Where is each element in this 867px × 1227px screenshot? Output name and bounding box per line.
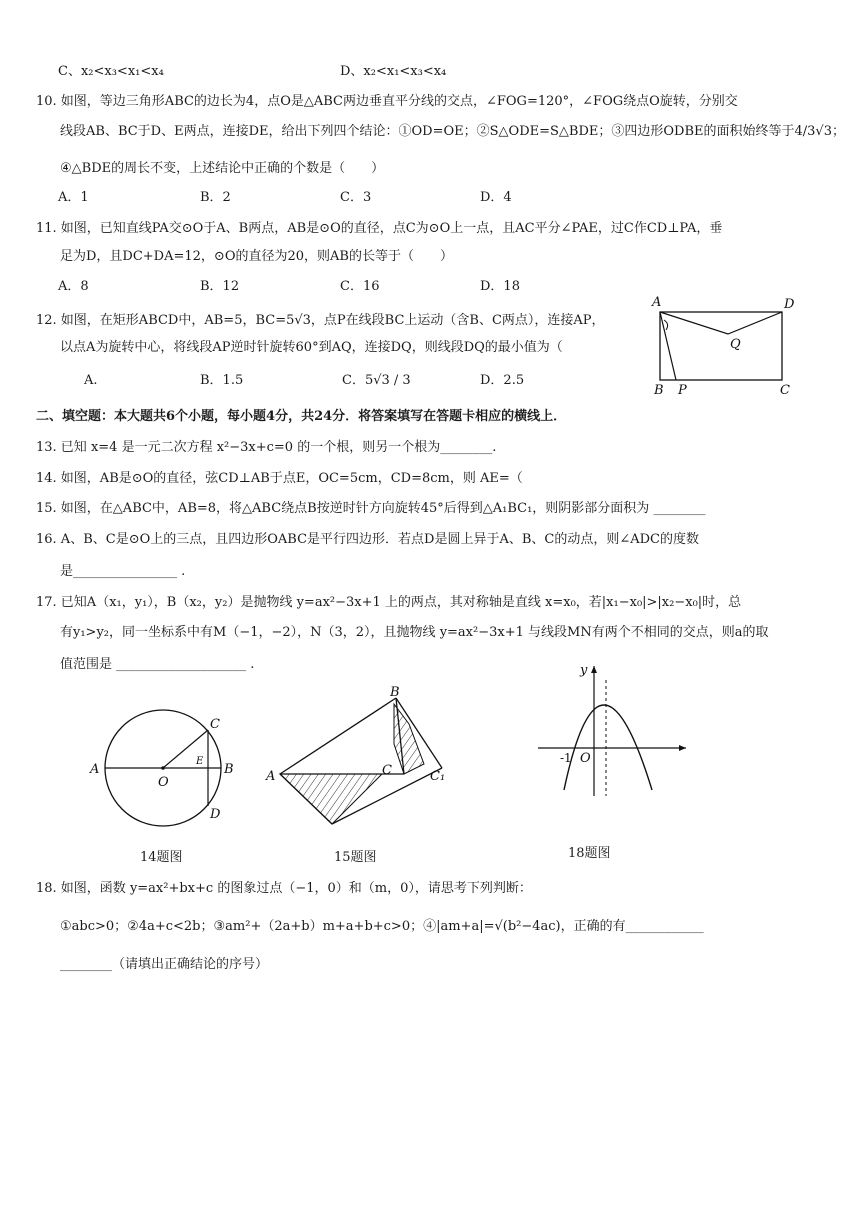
- q18-text-2: ①abc>0；②4a+c<2b；③am²+（2a+b）m+a+b+c>0；④|am+a|=√(b²−4ac)，正确的有____________: [60, 919, 704, 934]
- q12-option-d: D．2.5: [480, 373, 525, 388]
- q11-text-1: 11. 如图，已知直线PA交⊙O于A、B两点，AB是⊙O的直径，点C为⊙O上一点，且AC平分∠PAE，过C作CD⊥PA，垂: [36, 221, 723, 236]
- q17-text-1: 17. 已知A（x₁，y₁），B（x₂，y₂）是抛物线 y=ax²−3x+1 上的两点，其对称轴是直线 x=x₀，若|x₁−x₀|>|x₂−x₀|时，总: [36, 595, 742, 610]
- q9-option-d: D、x₂<x₁<x₃<x₄: [340, 64, 447, 79]
- q15-label-a: A: [266, 769, 276, 784]
- q18-figure: [534, 660, 694, 800]
- q13-text: 13. 已知 x=4 是一元二次方程 x²−3x+c=0 的一个根，则另一个根为________.: [36, 440, 497, 455]
- q16-text-2: 是________________ .: [60, 564, 186, 579]
- q15-label-b: B: [390, 685, 400, 700]
- q14-label-e: E: [196, 756, 204, 767]
- q10-option-a: A．1: [58, 190, 89, 205]
- q12-label-c: C: [780, 383, 790, 398]
- q18-caption: 18题图: [568, 846, 611, 861]
- q14-label-c: C: [210, 717, 220, 732]
- q9-option-c: C、x₂<x₃<x₁<x₄: [58, 64, 164, 79]
- q16-text-1: 16. A、B、C是⊙O上的三点，且四边形OABC是平行四边形．若点D是圆上异于A、B、C的动点，则∠ADC的度数: [36, 532, 699, 547]
- q12-text-1: 12. 如图，在矩形ABCD中，AB=5，BC=5√3，点P在线段BC上运动（含B、C两点），连接AP，: [36, 313, 605, 328]
- section-fill-in-heading: 二、填空题：本大题共6个小题，每小题4分，共24分．将答案填写在答题卡相应的横线上．: [36, 409, 567, 424]
- q12-label-d: D: [784, 297, 795, 312]
- q12-option-b: B．1.5: [200, 373, 244, 388]
- q11-option-b: B．12: [200, 279, 240, 294]
- q10-option-c: C．3: [340, 190, 372, 205]
- q15-text: 15. 如图，在△ABC中，AB=8，将△ABC绕点B按逆时针方向旋转45°后得到△A₁BC₁，则阴影部分面积为 ________: [36, 501, 706, 516]
- q12-option-c: C．5√3 / 3: [342, 373, 411, 388]
- q15-label-c1: C₁: [430, 769, 446, 784]
- q12-text-2: 以点A为旋转中心，将线段AP逆时针旋转60°到AQ，连接DQ，则线段DQ的最小值为（: [60, 340, 563, 355]
- q12-label-b: B: [654, 383, 664, 398]
- q12-label-q: Q: [730, 337, 741, 352]
- q11-text-2: 足为D，且DC+DA=12，⊙O的直径为20，则AB的长等于（ ）: [60, 249, 453, 264]
- q10-option-d: D．4: [480, 190, 512, 205]
- q14-text: 14. 如图，AB是⊙O的直径，弦CD⊥AB于点E，OC=5cm，CD=8cm，则 AE=（: [36, 471, 523, 486]
- q17-text-3: 值范围是 ____________________ .: [60, 657, 255, 672]
- q12-label-a: A: [652, 295, 662, 310]
- q12-figure: [648, 292, 798, 400]
- q14-label-b: B: [224, 762, 234, 777]
- q15-caption: 15题图: [334, 850, 377, 865]
- q14-label-d: D: [210, 807, 221, 822]
- q12-label-p: P: [678, 383, 687, 398]
- q14-caption: 14题图: [140, 850, 183, 865]
- q10-text-1: 10. 如图，等边三角形ABC的边长为4，点O是△ABC两边垂直平分线的交点，∠FOG=120°，∠FOG绕点O旋转，分别交: [36, 94, 738, 109]
- q18-label-minus1: -1: [560, 751, 572, 765]
- q14-label-o: O: [158, 775, 169, 790]
- q18-text-1: 18. 如图，函数 y=ax²+bx+c 的图象过点（−1，0）和（m，0），请思考下列判断：: [36, 881, 532, 896]
- q15-figure: [264, 684, 464, 834]
- q17-text-2: 有y₁>y₂，同一坐标系中有M（−1，−2），N（3，2），且抛物线 y=ax²−3x+1 与线段MN有两个不相同的交点，则a的取: [60, 625, 769, 640]
- q14-figure: [88, 702, 248, 832]
- q10-text-2: 线段AB、BC于D、E两点，连接DE，给出下列四个结论：①OD=OE；②S△ODE=S△BDE；③四边形ODBE的面积始终等于4/3√3；: [60, 124, 845, 139]
- q15-label-c: C: [382, 763, 392, 778]
- q11-option-a: A．8: [58, 279, 89, 294]
- q18-label-y: y: [580, 663, 588, 678]
- q11-option-d: D．18: [480, 279, 520, 294]
- q14-label-a: A: [90, 762, 100, 777]
- q11-option-c: C．16: [340, 279, 380, 294]
- q10-text-3: ④△BDE的周长不变，上述结论中正确的个数是（ ）: [60, 161, 385, 176]
- q10-option-b: B．2: [200, 190, 231, 205]
- q18-text-3: ________（请填出正确结论的序号）: [60, 957, 269, 972]
- q12-option-a: A.: [84, 373, 98, 388]
- q18-label-o: O: [580, 751, 591, 766]
